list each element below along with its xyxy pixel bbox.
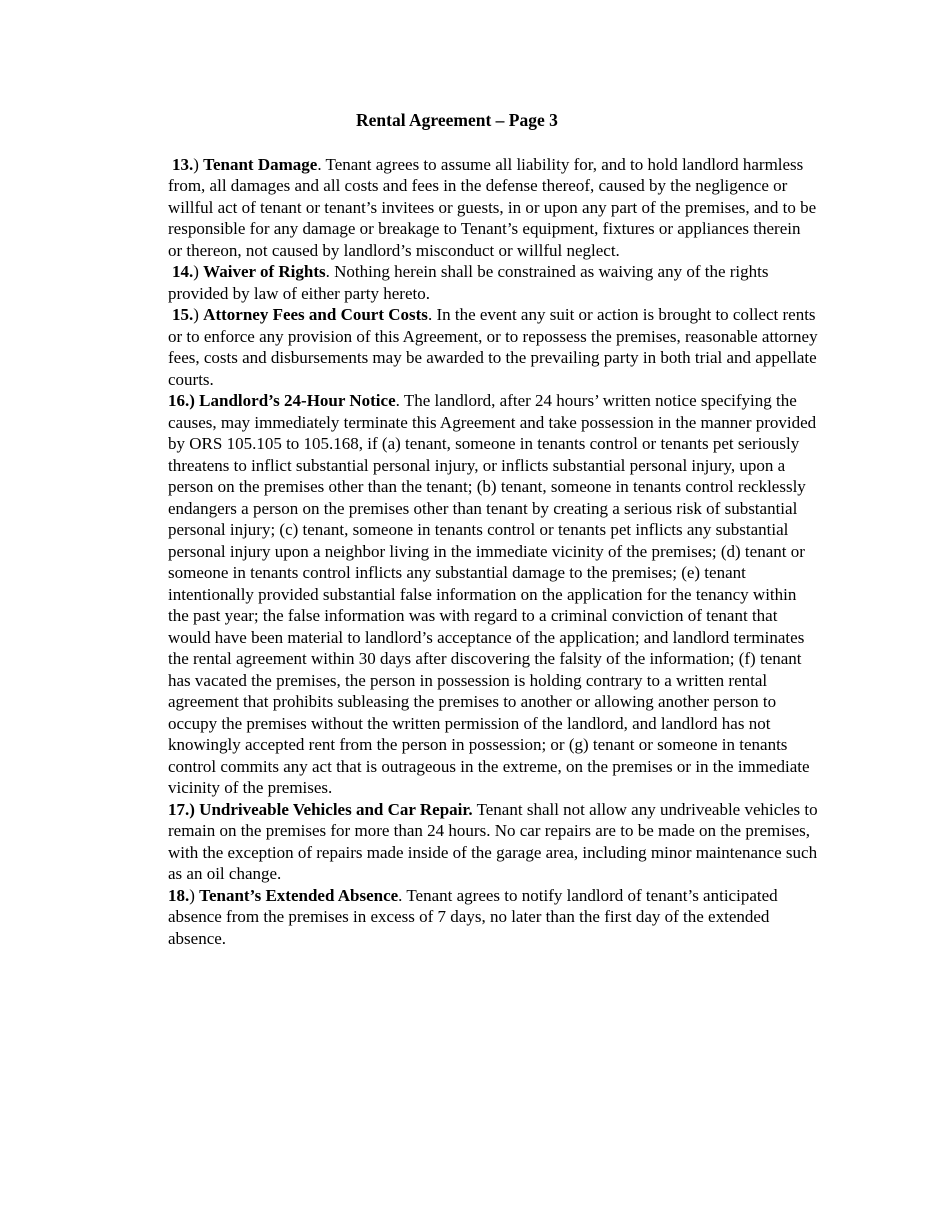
- clause-number: 16.: [168, 391, 190, 410]
- clause-16-landlord-notice: [168, 390, 818, 799]
- clause-number: 15.: [172, 305, 194, 324]
- clause-14-waiver-of-rights: [168, 261, 818, 304]
- clause-heading-punct: .: [317, 154, 322, 174]
- clause-paren: ): [189, 391, 195, 410]
- clause-body: Tenant shall not allow any undriveable vehicles to remain on the premises for more than 24 hours. No car repairs are to be made on the premises, with the exception of repairs made inside of the garage area, including minor maintenance such as an oil change.: [168, 799, 818, 883]
- clause-17-undriveable-vehicles: [168, 799, 818, 885]
- clause-paren: ): [193, 305, 199, 324]
- clause-heading: Landlord’s 24-Hour Notice: [199, 391, 396, 410]
- clause-heading-punct: .: [427, 305, 433, 324]
- clause-paren: ): [189, 799, 195, 819]
- clause-number: 14.: [172, 262, 194, 281]
- clause-number: 13.: [172, 154, 194, 174]
- clause-body: The landlord, after 24 hours’ written notice specifying the causes, may immediately terminate this Agreement and take possession in the manner provided by ORS 105.105 to 105.168, if (a) tenant, someone in tenants control or tenants pet seriously threatens to inflict substantial personal injury, or inflicts substantial personal injury, upon a person on the premises other than the tenant; (b) tenant, someone in tenants control recklessly endangers a person on the premises other than tenant by creating a serious risk of substantial personal injury; (c) tenant, someone in tenants control or tenants pet inflicts any substantial personal injury upon a neighbor living in the immediate vicinity of the premises; (d) tenant or someone in tenants control inflicts any substantial damage to the premises; (e) tenant intentionally provided substantial false information on the application for the tenancy within the past year; the false information was with regard to a criminal conviction of tenant that would have been material to landlord’s acceptance of the application; and landlord terminates the rental agreement within 30 days after discovering the falsity of the information; (f) tenant has vacated the premises, the person in possession is holding contrary to a written rental agreement that prohibits subleasing the premises to another or allowing another person to occupy the premises without the written permission of the landlord, and landlord has not knowingly accepted rent from the person in possession; or (g) tenant or someone in tenants control commits any act that is outrageous in the extreme, on the premises or in the immediate vicinity of the premises.: [168, 391, 817, 797]
- clause-heading: Tenant’s Extended Absence: [199, 885, 399, 905]
- clause-number: 17.: [168, 799, 190, 819]
- clause-heading-punct: .: [398, 885, 403, 905]
- page-title: Rental Agreement – Page 3: [356, 110, 558, 130]
- clause-heading-punct: .: [325, 262, 330, 281]
- clause-15-attorney-fees: [168, 304, 818, 390]
- clause-heading-punct: .: [395, 391, 400, 410]
- clause-paren: ): [193, 262, 199, 281]
- clause-number: 18.: [168, 885, 190, 905]
- clause-body: Nothing herein shall be constrained as waiving any of the rights provided by law of either party hereto.: [168, 262, 769, 303]
- clause-18-extended-absence: [168, 885, 818, 950]
- clause-13-tenant-damage: [168, 154, 818, 262]
- document-page: [168, 110, 818, 949]
- clause-body: Tenant agrees to assume all liability for, and to hold landlord harmless from, all damages and all costs and fees in the defense thereof, caused by the negligence or willful act of tenant or tenant’s invitees or guests, in or upon any part of the premises, and to be responsible for any damage or breakage to Tenant’s equipment, fixtures or appliances therein or thereon, not caused by landlord’s misconduct or willful neglect.: [168, 154, 817, 260]
- clause-heading: Attorney Fees and Court Costs: [203, 305, 428, 324]
- clause-body: Tenant agrees to notify landlord of tenant’s anticipated absence from the premises in excess of 7 days, no later than the first day of the extended absence.: [168, 885, 778, 948]
- clause-heading: Undriveable Vehicles and Car Repair.: [199, 799, 473, 819]
- clause-heading: Tenant Damage: [203, 154, 318, 174]
- clause-paren: ): [193, 154, 199, 174]
- clause-heading: Waiver of Rights: [203, 262, 326, 281]
- clause-body: In the event any suit or action is brought to collect rents or to enforce any provision of this Agreement, or to repossess the premises, reasonable attorney fees, costs and disbursements may be awarded to the prevailing party in both trial and appellate courts.: [168, 305, 818, 389]
- clause-paren: ): [189, 885, 195, 905]
